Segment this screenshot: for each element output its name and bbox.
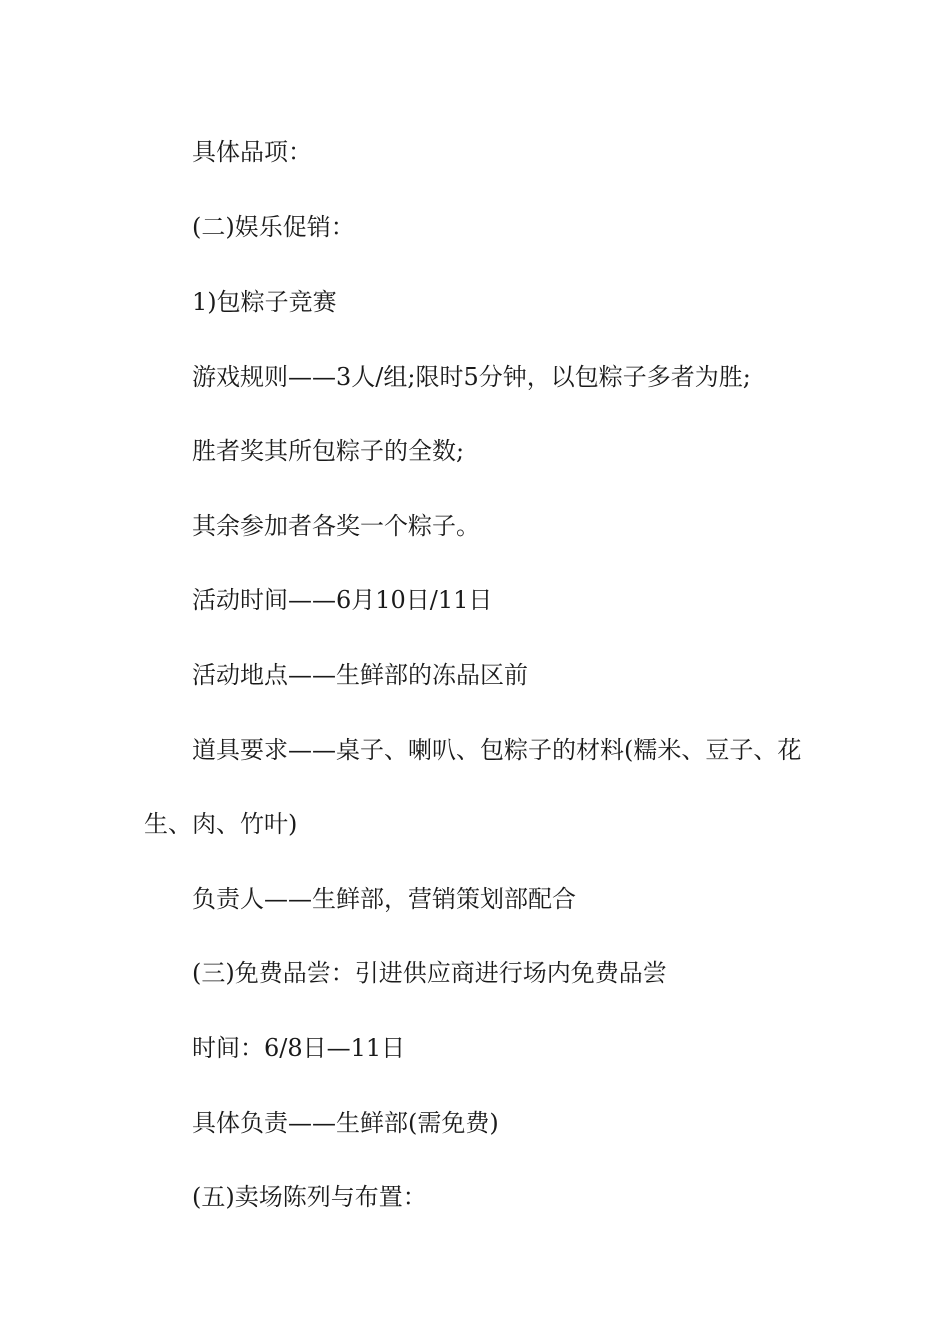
tasting-responsible: 具体负责——生鲜部(需免费) (192, 1109, 499, 1137)
activity-time: 活动时间——6月10日/11日 (192, 586, 493, 614)
item-heading: 具体品项： (192, 138, 312, 166)
section-free-tasting: (三)免费品尝：引进供应商进行场内免费品尝 (192, 959, 667, 987)
subsection-zongzi-contest: 1)包粽子竞赛 (192, 288, 337, 316)
activity-location: 活动地点——生鲜部的冻品区前 (192, 661, 528, 689)
participant-prize: 其余参加者各奖一个粽子。 (192, 512, 480, 540)
props-requirement-continued: 生、肉、竹叶) (144, 810, 298, 838)
person-in-charge: 负责人——生鲜部，营销策划部配合 (192, 885, 576, 913)
winner-prize: 胜者奖其所包粽子的全数; (192, 437, 465, 465)
section-store-display: (五)卖场陈列与布置： (192, 1183, 427, 1211)
props-requirement: 道具要求——桌子、喇叭、包粽子的材料(糯米、豆子、花 (192, 736, 802, 764)
tasting-time: 时间：6/8日—11日 (192, 1034, 406, 1062)
section-entertainment-heading: (二)娱乐促销： (192, 213, 355, 241)
game-rules: 游戏规则——3人/组;限时5分钟，以包粽子多者为胜; (192, 363, 751, 391)
